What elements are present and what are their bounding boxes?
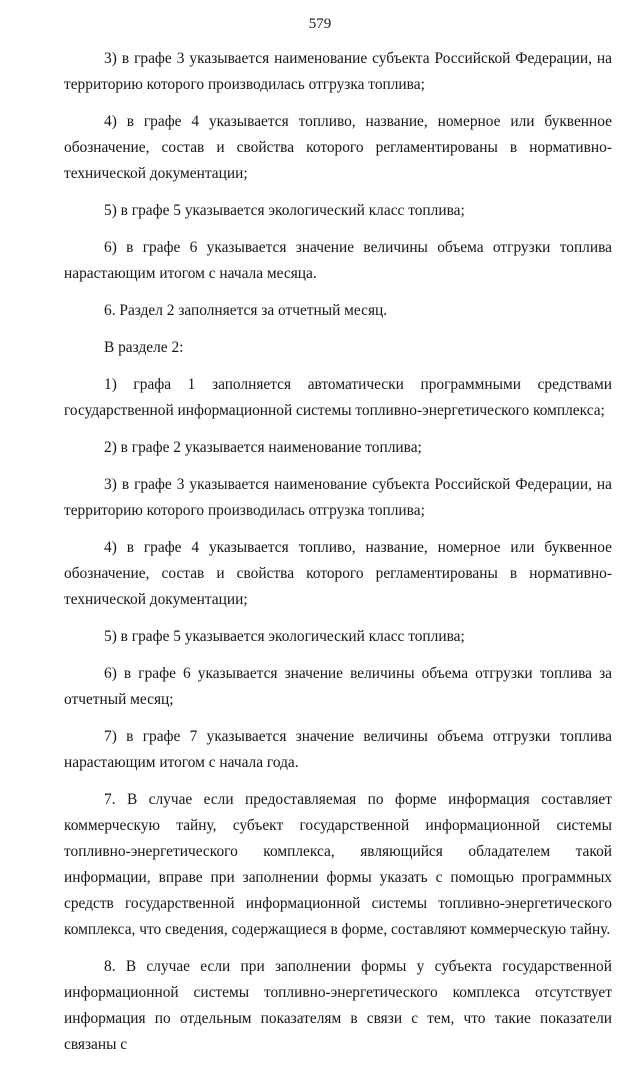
paragraph: 7. В случае если предоставляемая по форме информация составляет коммерческую тайну, субъект государственной информационной системы топливно-энергетического комплекса, являющийся обладателем такой информации, вправе при заполнении формы указать с помощью программных средств государственной информационной системы топливно-энергетического комплекса, что сведения, содержащиеся в форме, составляют коммерческую тайну. — [64, 791, 612, 938]
paragraph: 4) в графе 4 указывается топливо, название, номерное или буквенное обозначение, состав и свойства которого регламентированы в нормативно-технической документации; — [64, 113, 612, 182]
paragraph: 3) в графе 3 указывается наименование субъекта Российской Федерации, на территорию которого производилась отгрузка топлива; — [64, 50, 612, 93]
paragraph: В разделе 2: — [104, 339, 184, 356]
paragraph: 6) в графе 6 указывается значение величины объема отгрузки топлива за отчетный месяц; — [64, 665, 612, 708]
paragraph: 4) в графе 4 указывается топливо, название, номерное или буквенное обозначение, состав и свойства которого регламентированы в нормативно-технической документации; — [64, 539, 612, 608]
paragraph: 2) в графе 2 указывается наименование топлива; — [104, 439, 422, 456]
document-body — [64, 46, 612, 1069]
paragraph: 1) графа 1 заполняется автоматически программными средствами государственной информационной системы топливно-энергетического комплекса; — [64, 376, 612, 419]
paragraph: 8. В случае если при заполнении формы у субъекта государственной информационной системы топливно-энергетического комплекса отсутствует информация по отдельным показателям в связи с тем, что такие показатели связаны с — [64, 958, 612, 1053]
paragraph: 7) в графе 7 указывается значение величины объема отгрузки топлива нарастающим итогом с начала года. — [64, 728, 612, 771]
page-number: 579 — [308, 16, 332, 32]
paragraph: 6) в графе 6 указывается значение величины объема отгрузки топлива нарастающим итогом с начала месяца. — [64, 239, 612, 282]
paragraph: 5) в графе 5 указывается экологический класс топлива; — [104, 628, 465, 645]
paragraph: 6. Раздел 2 заполняется за отчетный месяц. — [104, 302, 388, 319]
paragraph: 5) в графе 5 указывается экологический класс топлива; — [104, 202, 465, 219]
paragraph: 3) в графе 3 указывается наименование субъекта Российской Федерации, на территорию которого производилась отгрузка топлива; — [64, 476, 612, 519]
